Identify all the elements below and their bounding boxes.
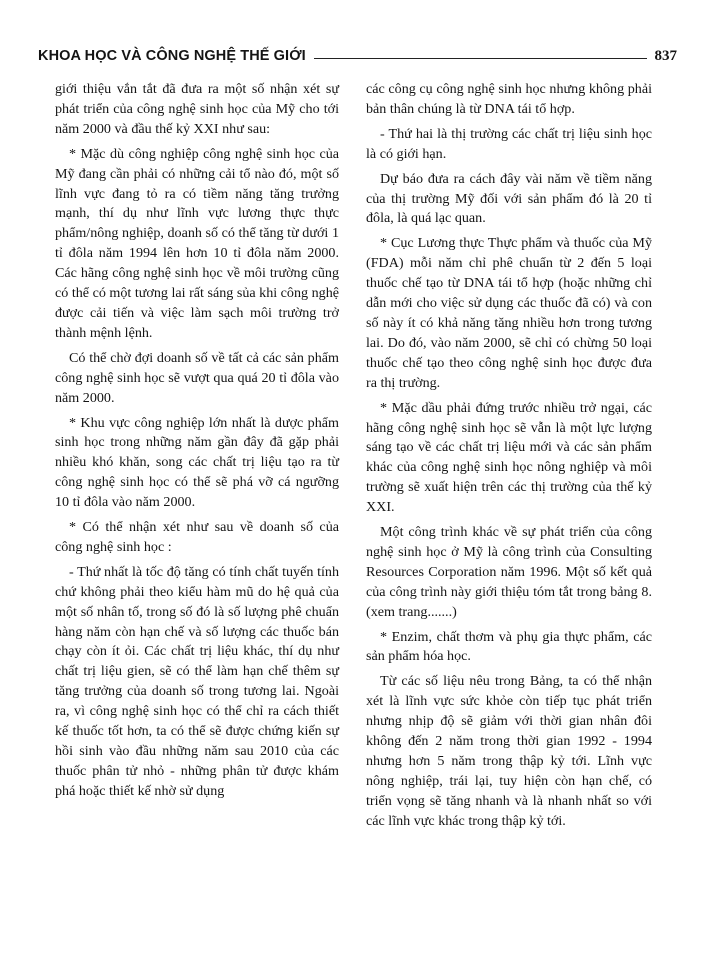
paragraph: * Khu vực công nghiệp lớn nhất là dược phẩm sinh học trong những năm gần đây đã gặp phải nhiều khó khăn, song các chất trị liệu tạo ra từ công nghệ sinh học có thể sẽ phá vỡ cá ngưỡng 10 tỉ đôla vào năm 2000. — [55, 414, 339, 511]
paragraph: - Thứ hai là thị trường các chất trị liệu sinh học là có giới hạn. — [366, 125, 652, 162]
paragraph: * Cục Lương thực Thực phẩm và thuốc của Mỹ (FDA) mỗi năm chỉ phê chuẩn từ 2 đến 5 loại thuốc chế tạo từ DNA tái tổ hợp (hoặc những chỉ dẫn mới cho việc sử dụng các thuốc đã có) và con số này ít có khả năng tăng nhiều hơn trong tương lai. Do đó, vào năm 2000, sẽ chỉ có chừng 50 loại thuốc chế tạo theo công nghệ sinh học được đưa ra thị trường. — [366, 235, 652, 391]
paragraph: Một công trình khác về sự phát triển của công nghệ sinh học ở Mỹ là công trình của Consulting Resources Corporation năm 1996. Một số kết quả của công trình này giới thiệu tóm tắt trong bảng 8. (xem trang.......) — [366, 524, 652, 620]
header-title: KHOA HỌC VÀ CÔNG NGHỆ THẾ GIỚI — [38, 48, 306, 64]
paragraph: Dự báo đưa ra cách đây vài năm về tiềm năng của thị trường Mỹ đối với sản phẩm đó là 20 tỉ đôla, là quá lạc quan. — [366, 170, 652, 227]
right-column — [366, 80, 652, 837]
paragraph: giới thiệu vắn tắt đã đưa ra một số nhận xét sự phát triển của công nghệ sinh học của Mỹ cho tới năm 2000 và đầu thế kỷ XXI như sau: — [55, 81, 339, 137]
paragraph: các công cụ công nghệ sinh học nhưng không phải bản thân chúng là từ DNA tái tổ hợp. — [366, 81, 652, 117]
paragraph: * Có thể nhận xét như sau về doanh số của công nghệ sinh học : — [55, 519, 339, 555]
paragraph: * Mặc dầu phải đứng trước nhiều trở ngại, các hãng công nghệ sinh học sẽ vẫn là một lực lượng sáng tạo về các chất trị liệu mới và các sản phẩm khác của công nghệ sinh học nông nghiệp và môi trường sẽ xuất hiện trên các thị trường của thế kỷ XXI. — [366, 399, 652, 516]
header-rule — [314, 58, 647, 59]
paragraph: * Mặc dù công nghiệp công nghệ sinh học của Mỹ đang cần phải có những cải tổ nào đó, một số lĩnh vực đang tỏ ra có tiềm năng tăng trưởng mạnh, thí dụ như lĩnh vực lương thực thực phẩm/nông nghiệp, doanh số có thể tăng từ dưới 1 tỉ đôla năm 1994 lên hơn 10 tỉ đôla năm 2000. Các hãng công nghệ sinh học về môi trường cũng có thể có một tương lai rất sáng sủa khi công nghệ được cải tiến và việc làm sạch môi trường trở thành mệnh lệnh. — [55, 145, 339, 341]
paragraph: * Enzim, chất thơm và phụ gia thực phẩm, các sản phẩm hóa học. — [366, 628, 652, 665]
running-header — [38, 46, 677, 66]
page-number: 837 — [654, 47, 677, 64]
paragraph: Có thể chờ đợi doanh số về tất cả các sản phẩm công nghệ sinh học sẽ vượt qua quá 20 tỉ đôla vào năm 2000. — [55, 349, 339, 406]
paragraph: Từ các số liệu nêu trong Bảng, ta có thể nhận xét là lĩnh vực sức khỏe còn tiếp tục phát triển nhưng nhịp độ sẽ giảm với thời gian nhân đôi không đến 2 năm trong thời gian 1992 - 1994 nhưng hơn 5 năm trong thập kỷ tới. Lĩnh vực nông nghiệp, trái lại, tuy hiện còn hạn chế, có triển vọng sẽ tăng nhanh và là nhanh nhất so với các lĩnh vực khác trong thập kỷ tới. — [366, 673, 652, 829]
left-column — [55, 80, 339, 807]
paragraph: - Thứ nhất là tốc độ tăng có tính chất tuyến tính chứ không phải theo kiểu hàm mũ do hệ quả của một số nhân tố, trong số đó là số lượng phê chuẩn hàng năm còn hạn chế và số lượng các thuốc bán chạy còn ít ỏi. Các chất trị liệu khác, thí dụ như chất trị liệu gien, sẽ có thể làm hạn chế thêm sự tăng trưởng của doanh số trong tương lai. Ngoài ra, vì công nghệ sinh học có thể chỉ ra cách thiết kế thuốc tốt hơn, ta có thể sẽ được chứng kiến sự hồi sinh vào đầu những năm sau 2010 của các thuốc phân tử nhỏ - những phân tử được khám phá hoặc thiết kế nhờ sử dụng — [55, 563, 339, 799]
